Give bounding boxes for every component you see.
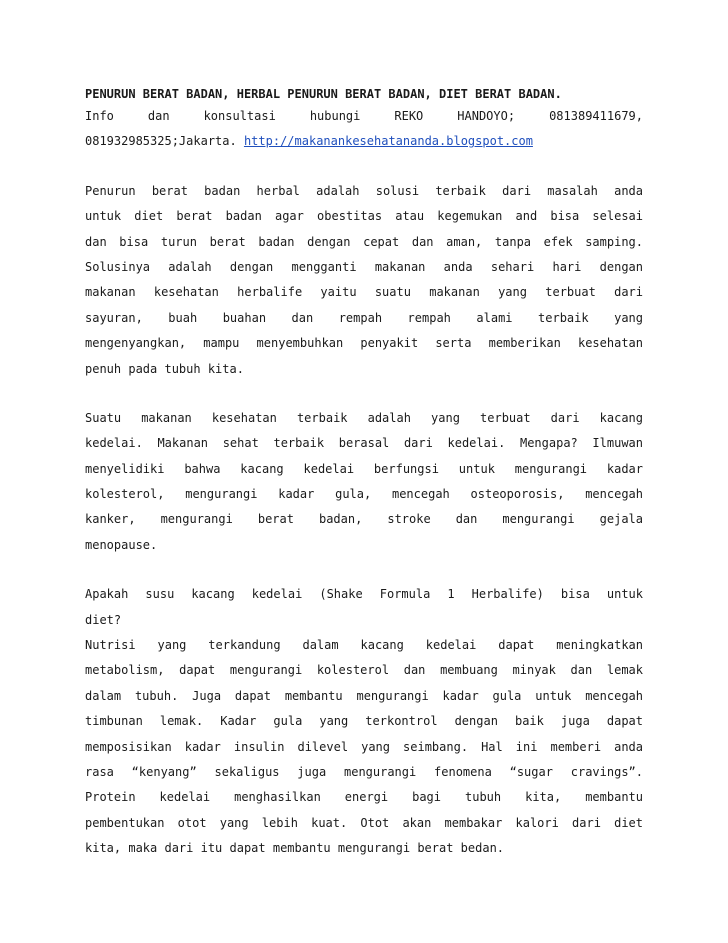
paragraph-line: menopause. xyxy=(85,537,158,552)
paragraph-line: memposisikan kadar insulin dilevel yang seimbang. Hal ini memberi anda xyxy=(85,739,643,754)
paragraph-line: kedelai. Makanan sehat terbaik berasal dari kedelai. Mengapa? Ilmuwan xyxy=(85,436,643,451)
paragraph-3 xyxy=(85,633,643,862)
paragraph-line: menyelidiki bahwa kacang kedelai berfungsi untuk mengurangi kadar xyxy=(85,461,643,476)
paragraph-line: untuk diet berat badan agar obestitas atau kegemukan and bisa selesai xyxy=(85,209,643,224)
paragraph-line: rasa “kenyang” sekaligus juga mengurangi fenomena “sugar cravings”. xyxy=(85,764,643,779)
paragraph-line: penuh pada tubuh kita. xyxy=(85,361,244,376)
spacer xyxy=(85,155,643,179)
paragraph-line: Protein kedelai menghasilkan energi bagi tubuh kita, membantu xyxy=(85,790,643,805)
document-title: PENURUN BERAT BADAN, HERBAL PENURUN BERAT BADAN, DIET BERAT BADAN. xyxy=(85,87,562,101)
paragraph-line: kolesterol, mengurangi kadar gula, mencegah osteoporosis, mencegah xyxy=(85,487,643,502)
spacer xyxy=(85,382,643,406)
paragraph-line: metabolism, dapat mengurangi kolesterol dan membuang minyak dan lemak xyxy=(85,663,643,678)
question-line: diet? xyxy=(85,612,122,627)
paragraph-1 xyxy=(85,179,643,382)
document-page xyxy=(85,84,643,862)
question-block xyxy=(85,582,643,633)
paragraph-line: pembentukan otot yang lebih kuat. Otot akan membakar kalori dari diet xyxy=(85,815,643,830)
paragraph-line: sayuran, buah buahan dan rempah rempah alami terbaik yang xyxy=(85,310,643,325)
paragraph-line: Suatu makanan kesehatan terbaik adalah yang terbuat dari kacang xyxy=(85,410,643,425)
paragraph-line: kanker, mengurangi berat badan, stroke dan mengurangi gejala xyxy=(85,512,643,527)
question-line: Apakah susu kacang kedelai (Shake Formula 1 Herbalife) bisa untuk xyxy=(85,587,643,602)
paragraph-line: Solusinya adalah dengan mengganti makanan anda sehari hari dengan xyxy=(85,259,643,274)
paragraph-2 xyxy=(85,406,643,558)
contact-line: Info dan konsultasi hubungi REKO HANDOYO; 081389411679, xyxy=(85,109,643,123)
contact-phone-city: 081932985325;Jakarta. xyxy=(85,134,237,149)
paragraph-line: Penurun berat badan herbal adalah solusi terbaik dari masalah anda xyxy=(85,183,643,198)
paragraph-line: Nutrisi yang terkandung dalam kacang kedelai dapat meningkatkan xyxy=(85,638,643,653)
paragraph-line: kita, maka dari itu dapat membantu mengurangi berat bedan. xyxy=(85,841,505,856)
paragraph-line: dan bisa turun berat badan dengan cepat dan aman, tanpa efek samping. xyxy=(85,234,643,249)
blog-link[interactable]: http://makanankesehatananda.blogspot.com xyxy=(243,134,533,149)
contact-line-2 xyxy=(85,129,643,154)
paragraph-line: timbunan lemak. Kadar gula yang terkontrol dengan baik juga dapat xyxy=(85,714,643,729)
paragraph-line: dalam tubuh. Juga dapat membantu mengurangi kadar gula untuk mencegah xyxy=(85,688,643,703)
spacer xyxy=(85,558,643,582)
paragraph-line: mengenyangkan, mampu menyembuhkan penyakit serta memberikan kesehatan xyxy=(85,336,643,351)
paragraph-line: makanan kesehatan herbalife yaitu suatu makanan yang terbuat dari xyxy=(85,285,643,300)
